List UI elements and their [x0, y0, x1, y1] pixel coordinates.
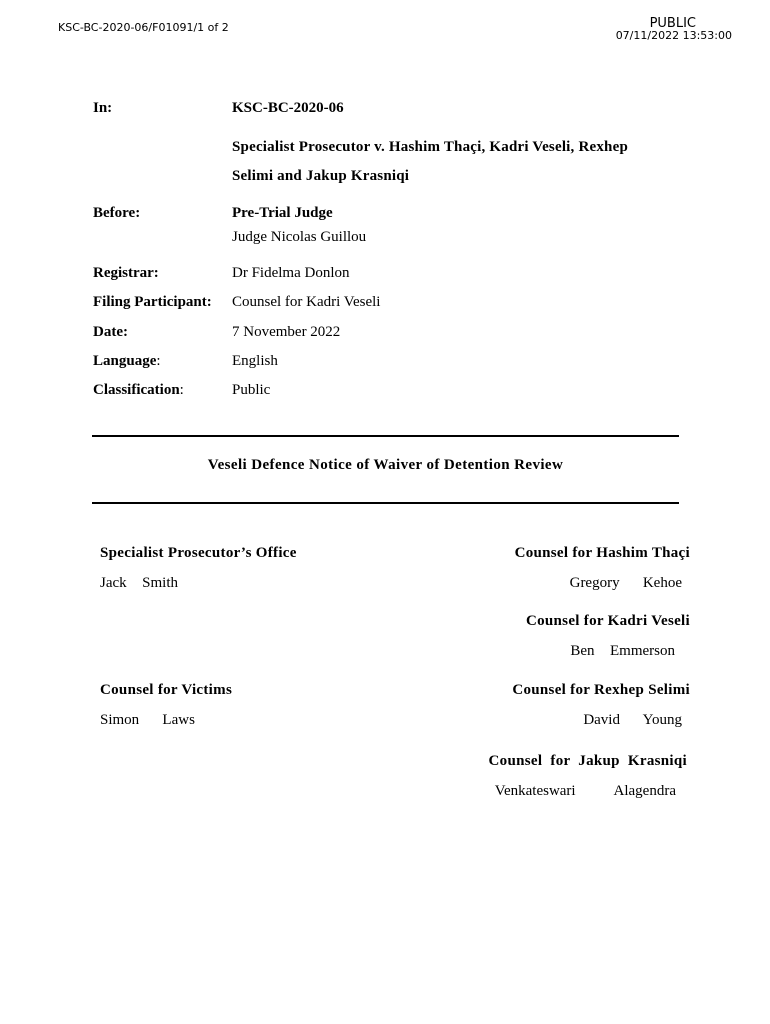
- classification-label-text: Classification: [93, 382, 180, 398]
- public-stamp: PUBLIC: [649, 16, 696, 31]
- language-label-colon: :: [156, 353, 161, 369]
- date-label: Date:: [93, 324, 128, 340]
- classification-value: Public: [232, 382, 271, 398]
- header-right: [616, 18, 732, 42]
- case-number: KSC-BC-2020-06: [232, 100, 344, 116]
- top-rule: [92, 435, 679, 437]
- thaci-counsel-name: Gregory Kehoe: [569, 575, 682, 591]
- victims-counsel-heading: Counsel for Victims: [100, 682, 233, 698]
- classification-label-colon: :: [179, 382, 184, 398]
- before-label: Before:: [93, 205, 141, 221]
- judge-name: Judge Nicolas Guillou: [232, 229, 367, 245]
- registrar-label: Registrar:: [93, 265, 159, 281]
- language-label-text: Language: [93, 353, 157, 369]
- before-title: Pre-Trial Judge: [232, 205, 333, 221]
- thaci-counsel-heading: Counsel for Hashim Thaçi: [514, 545, 690, 561]
- classification-label: [93, 382, 184, 399]
- case-name-line1: Specialist Prosecutor v. Hashim Thaçi, Kadri Veseli, Rexhep: [232, 139, 628, 155]
- krasniqi-counsel-name: Venkateswari Alagendra: [494, 783, 676, 799]
- case-name-line2: Selimi and Jakup Krasniqi: [232, 168, 410, 184]
- filing-timestamp: 07/11/2022 13:53:00: [615, 29, 732, 42]
- in-label: In:: [93, 100, 113, 116]
- spo-name: Jack Smith: [100, 575, 178, 591]
- filing-participant-value: Counsel for Kadri Veseli: [232, 294, 381, 310]
- date-value: 7 November 2022: [232, 324, 341, 340]
- language-label: [93, 353, 161, 370]
- language-value: English: [232, 353, 278, 369]
- registrar-value: Dr Fidelma Donlon: [232, 265, 350, 281]
- krasniqi-counsel-heading: Counsel for Jakup Krasniqi: [488, 753, 687, 769]
- document-reference: KSC-BC-2020-06/F01091/1 of 2: [58, 21, 229, 34]
- selimi-counsel-name: David Young: [583, 712, 682, 728]
- veseli-counsel-name: Ben Emmerson: [570, 643, 675, 659]
- selimi-counsel-heading: Counsel for Rexhep Selimi: [512, 682, 690, 698]
- filing-participant-label: Filing Participant:: [93, 294, 212, 310]
- spo-heading: Specialist Prosecutor’s Office: [100, 545, 297, 561]
- veseli-counsel-heading: Counsel for Kadri Veseli: [525, 613, 690, 629]
- victims-counsel-name: Simon Laws: [100, 712, 195, 728]
- bottom-rule: [92, 502, 679, 504]
- document-title: Veseli Defence Notice of Waiver of Detention Review: [207, 457, 564, 473]
